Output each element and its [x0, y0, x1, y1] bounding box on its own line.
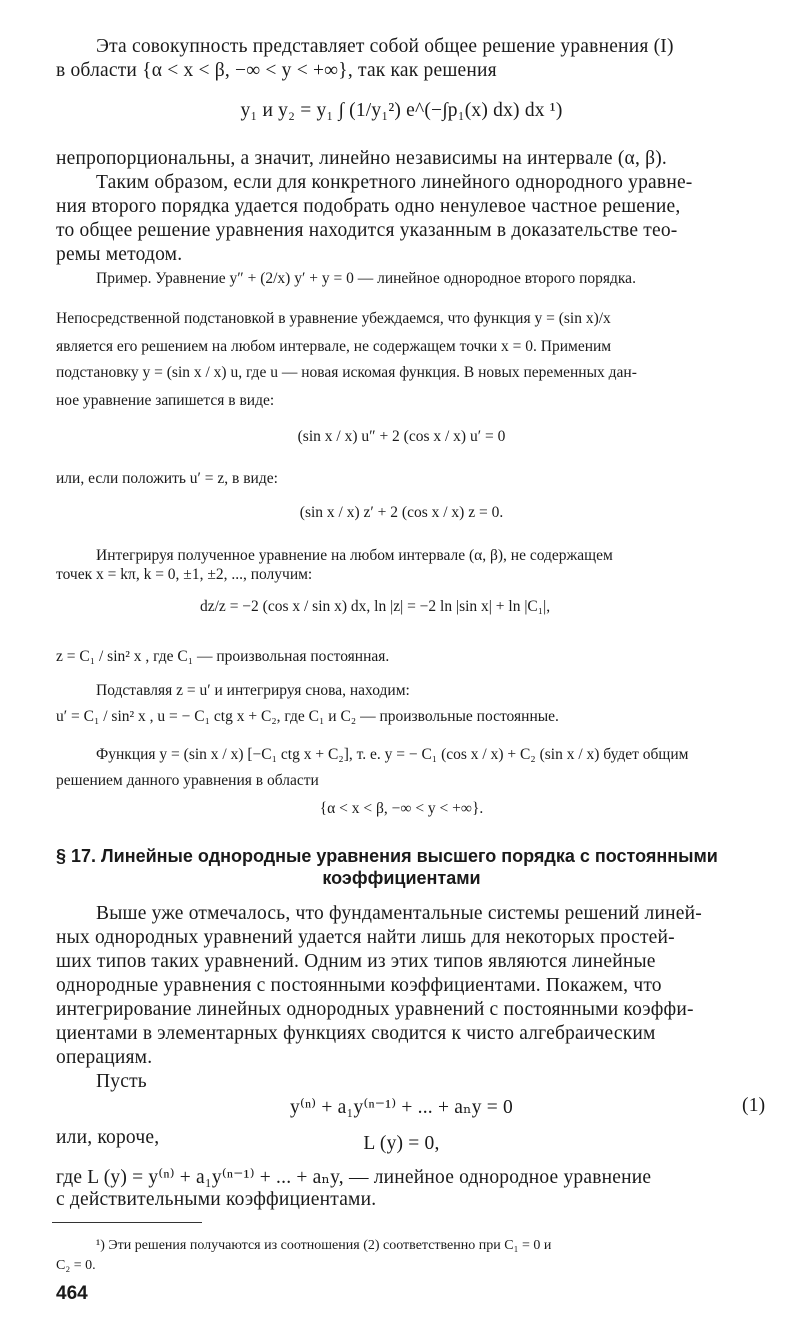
intro-line-2: в области {α < x < β, −∞ < y < +∞}, так как решения [56, 60, 497, 81]
example-line-7: Интегрируя полученное уравнение на любом интервале (α, β), не содержащем [96, 547, 613, 564]
example-eq-2: (sin x / x) z′ + 2 (cos x / x) z = 0. [299, 504, 504, 521]
intro-line-3: непропорциональны, а значит, линейно независимы на интервале (α, β). [56, 148, 667, 169]
intro-line-5: ния второго порядка удается подобрать одно ненулевое частное решение, [56, 196, 681, 217]
example-line-9: Подставляя z = u′ и интегрируя снова, находим: [96, 682, 410, 699]
example-line-3: является его решением на любом интервале, не содержащем точки x = 0. Применим [56, 338, 612, 355]
section-body-line-6: циентами в элементарных функциях сводится к чисто алгебраическим [56, 1023, 656, 1044]
section-body-line-1: Выше уже отмечалось, что фундаментальные системы решений линей- [96, 903, 702, 924]
example-line-5: ное уравнение запишется в виде: [56, 392, 275, 409]
short-equation: L (y) = 0, [363, 1133, 440, 1154]
section-body-line-11: с действительными коэффициентами. [56, 1189, 377, 1210]
section-title-line-1: § 17. Линейные однородные уравнения высшего порядка с постоянными [56, 846, 718, 866]
page-number: 464 [56, 1283, 88, 1304]
section-body-line-8: Пусть [96, 1071, 147, 1092]
example-eq-6: {α < x < β, −∞ < y < +∞}. [319, 800, 484, 817]
example-eq-1: (sin x / x) u″ + 2 (cos x / x) u′ = 0 [297, 428, 506, 445]
example-line-4: подстановку y = (sin x / x) u, где u — новая искомая функция. В новых переменных дан- [56, 364, 637, 381]
footnote-line-2: C₂ = 0. [56, 1258, 96, 1273]
example-eq-3: dz/z = −2 (cos x / sin x) dx, ln |z| = −2 ln |sin x| + ln |C₁|, [200, 598, 551, 615]
section-body-line-2: ных однородных уравнений удается найти лишь для некоторых простей- [56, 927, 675, 948]
example-line-11: решением данного уравнения в области [56, 772, 319, 789]
example-eq-4: z = C₁ / sin² x , где C₁ — произвольная постоянная. [56, 648, 390, 665]
example-line-10: Функция y = (sin x / x) [−C₁ ctg x + C₂], т. е. y = − C₁ (cos x / x) + C₂ (sin x / x) будет общим [96, 746, 689, 763]
section-body-line-4: однородные уравнения с постоянными коэффициентами. Покажем, что [56, 975, 662, 996]
intro-line-4: Таким образом, если для конкретного линейного однородного уравне- [96, 172, 693, 193]
example-line-2: Непосредственной подстановкой в уравнение убеждаемся, что функция y = (sin x)/x [56, 310, 611, 327]
example-line-1: Пример. Уравнение y″ + (2/x) y′ + y = 0 — линейное однородное второго порядка. [96, 270, 636, 287]
example-eq-5: u′ = C₁ / sin² x , u = − C₁ ctg x + C₂, где C₁ и C₂ — произвольные постоянные. [56, 708, 559, 725]
footnote-line-1: ¹) Эти решения получаются из соотношения (2) соответственно при C₁ = 0 и [96, 1238, 552, 1253]
example-line-8: точек x = kπ, k = 0, ±1, ±2, ..., получим: [56, 566, 313, 583]
section-body-line-7: операциям. [56, 1047, 153, 1068]
section-body-line-3: ших типов таких уравнений. Одним из этих типов являются линейные [56, 951, 656, 972]
formula-y2: y₁ и y₂ = y₁ ∫ (1/y₁²) e^(−∫p₁(x) dx) dx ¹) [240, 100, 563, 121]
section-body-line-9: или, короче, [56, 1127, 160, 1148]
section-body-line-5: интегрирование линейных однородных уравнений с постоянными коэффи- [56, 999, 694, 1020]
intro-line-7: ремы методом. [56, 244, 183, 265]
intro-line-1: Эта совокупность представляет собой общее решение уравнения (I) [96, 36, 674, 57]
example-line-6: или, если положить u′ = z, в виде: [56, 470, 278, 487]
footnote-rule [52, 1222, 202, 1223]
section-body-line-10: где L (y) = y⁽ⁿ⁾ + a₁y⁽ⁿ⁻¹⁾ + ... + aₙy, — линейное однородное уравнение [56, 1167, 652, 1188]
main-equation-tag: (1) [742, 1095, 766, 1116]
main-equation: y⁽ⁿ⁾ + a₁y⁽ⁿ⁻¹⁾ + ... + aₙy = 0 [290, 1097, 513, 1118]
section-title-line-2: коэффициентами [322, 868, 481, 888]
intro-line-6: то общее решение уравнения находится указанным в доказательстве тео- [56, 220, 678, 241]
